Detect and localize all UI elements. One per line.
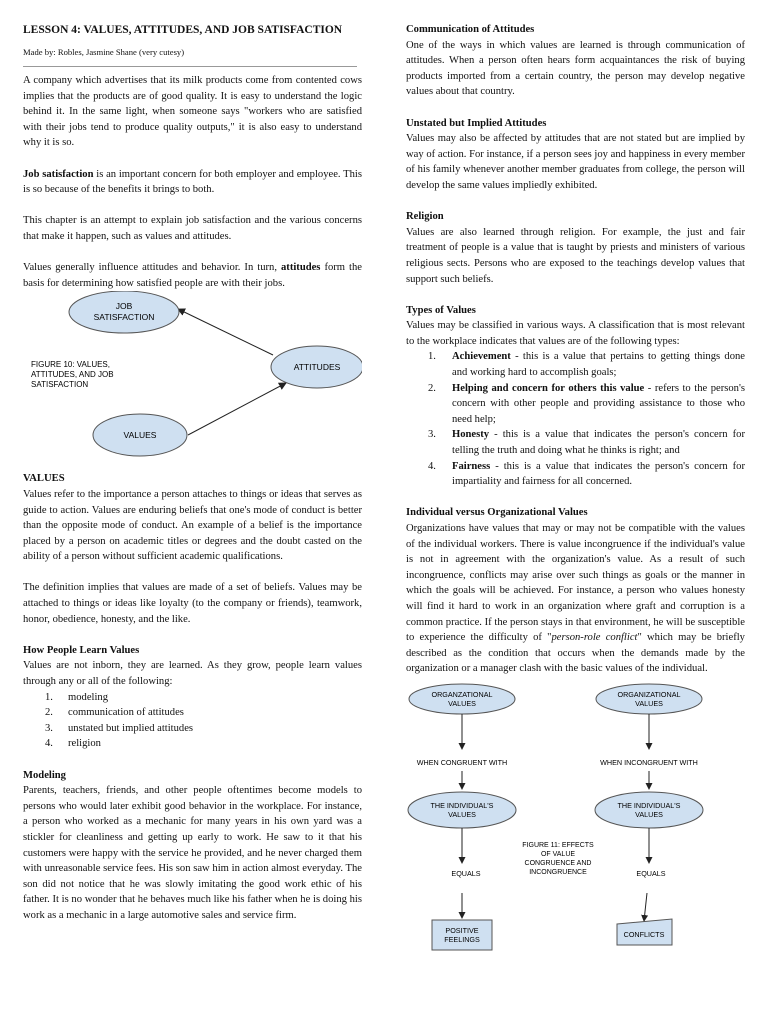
types-list: [406, 349, 745, 489]
conflicts-label: CONFLICTS: [623, 929, 665, 939]
job-satisfaction-node-label-2: SATISFACTION: [93, 312, 155, 323]
types-paragraph: Values may be classified in various ways. A classification that is most relevant to the workplace indicates that values are of the following types:: [406, 320, 745, 347]
positive-label-1: POSITIVE: [445, 925, 479, 935]
org-values-left-label-1: ORGANZATIONAL: [431, 689, 493, 699]
person-role-conflict-term: person-role conflict: [551, 632, 638, 644]
list-item: 3. unstated but implied attitudes: [45, 722, 194, 734]
positive-label-2: FEELINGS: [444, 934, 480, 944]
religion-heading: Religion: [406, 211, 444, 223]
communication-paragraph: One of the ways in which values are learned is through communication of attitudes. When a person often hears form acquaintances the risk of buying products imported from a certain country, the person may develop negative values about that country.: [406, 39, 745, 98]
religion-paragraph: Values are also learned through religion. For example, the just and fair treatment of people is a value that is taught by priests and ministers of various religious sects. Persons who are exposed to the teachings develop values that support such beliefs.: [406, 226, 745, 285]
list-item: 1. modeling: [45, 691, 109, 703]
values-node-label: VALUES: [123, 430, 157, 441]
definition-paragraph: The definition implies that values are made of a set of beliefs. Values may be attached to things or ideas like loyalty (to the company or friends), teamwork, honor, obedience, honesty, and the like.: [23, 582, 362, 625]
incongruent-label: WHEN INCONGRUENT WITH: [600, 757, 698, 767]
congruent-label: WHEN CONGRUENT WITH: [416, 757, 508, 767]
equals-right: EQUALS: [636, 868, 666, 878]
org-values-right-label-1: ORGANIZATIONAL: [617, 689, 681, 699]
job-satisfaction-node-label-1: JOB: [115, 301, 133, 312]
figure-10-caption-2: ATTITUDES, AND JOB: [31, 370, 114, 380]
figure-11-caption-2: OF VALUE: [540, 850, 576, 858]
learn-values-list: [23, 690, 362, 752]
modeling-heading: Modeling: [23, 769, 66, 781]
arrow-attitudes-to-job: [178, 309, 273, 355]
chapter-paragraph: This chapter is an attempt to explain job satisfaction and the various concerns that make it happen, such as values and attitudes.: [23, 215, 362, 242]
list-item: 1. Achievement - this is a value that pertains to getting things done and working hard to accomplish goals;: [428, 351, 745, 379]
communication-heading: Communication of Attitudes: [406, 24, 535, 35]
figure-10-caption-1: FIGURE 10: VALUES,: [31, 360, 110, 370]
list-item: 2. Helping and concern for others this value - refers to the person's concern with other people and providing assistance to those who need help;: [428, 382, 745, 425]
influence-text-start: Values generally influence attitudes and behavior. In turn,: [23, 262, 281, 274]
figure-11-diagram: [406, 683, 745, 953]
figure-11-caption-1: FIGURE 11: EFFECTS: [522, 841, 594, 849]
individual-vs-org-heading: Individual versus Organizational Values: [406, 507, 588, 519]
list-item: 4. Fairness - this is a value that indicates the person's concern for impartiality and fairness for all concerned.: [428, 460, 745, 488]
list-item: 3. Honesty - this is a value that indicates the person's concern for telling the truth and doing what he thinks is right; and: [428, 429, 745, 457]
arrow-values-to-attitudes: [188, 383, 286, 435]
values-paragraph: Values refer to the importance a person attaches to things or ideas that serves as guide to action. Values are enduring beliefs that one's mode of conduct is better than the opposite mode of conduct. An example of a belief is the importance placed by a person on academic titles or degrees and the doubt casted on the ability of a person without sufficient academic qualifications.: [23, 488, 362, 563]
list-item: 4. religion: [45, 738, 101, 750]
modeling-paragraph: Parents, teachers, friends, and other people oftentimes become models to persons who would later exhibit good behavior in the workplace. For instance, a person who worked as a mechanic for many years in his own yard was a stickler for cleanliness and getting up early to work. He saw to it that his customers were happy with the service he provided, and he never charged them with unreasonable service fees. His son saw him in action almost everyday. The son did not notice that he was slowly imitating the good work ethic of his father. It is no wonder that he behaves much like his father when he is doing his work as a mechanic in a large automotive sales and service firm.: [23, 785, 362, 921]
arrow-right-4: [644, 893, 647, 921]
individual-left-label-1: THE INDIVIDUAL'S: [430, 800, 494, 810]
individual-right-label-2: VALUES: [635, 809, 663, 819]
figure-10-caption-3: SATISFACTION: [31, 380, 89, 390]
job-satisfaction-text: is an important concern for both employer and employee. This is so because of the benefits it brings to both.: [23, 168, 362, 196]
learn-values-heading: How People Learn Values: [23, 644, 140, 656]
title-divider: [23, 66, 357, 67]
unstated-heading: Unstated but Implied Attitudes: [406, 117, 547, 129]
influence-paragraph: [23, 260, 362, 291]
types-heading: Types of Values: [406, 304, 476, 316]
attitudes-term: attitudes: [281, 262, 321, 274]
org-values-left-label-2: VALUES: [448, 698, 476, 708]
job-satisfaction-term: Job satisfaction: [23, 168, 94, 180]
figure-11-caption-3: CONGRUENCE AND: [524, 859, 592, 867]
equals-left: EQUALS: [451, 868, 481, 878]
org-values-right-label-2: VALUES: [635, 698, 663, 708]
job-satisfaction-paragraph: [23, 167, 362, 198]
author-line: Made by: Robles, Jasmine Shane (very cutesy): [23, 47, 185, 57]
list-item: 2. communication of attitudes: [45, 707, 184, 719]
unstated-paragraph: Values may also be affected by attitudes that are not stated but are implied by way of action. For instance, if a person sees joy and happiness in every member of his family whenever another member graduates from college, the person will develop the same values impliedly exhibited.: [406, 133, 745, 191]
individual-vs-org-paragraph: Organizations have values that may or may not be compatible with the values of the individual workers. There is value incongruence if the individual's value is not in agreement with the organization's value. As a result of such incongruence, conflicts may arise over such things as goals or the manner in which the goals will be achieved. For instance, a person who values honesty will find it hard to work in an organization where graft and corruption is a common practice. If the person stays in that environment, he will be susceptible to experience the difficulty of "person-role conflict" which may be briefly described as the condition that occurs when the demands made by the organization or a manager clash with the basic values of the individual.: [406, 523, 745, 675]
values-heading: VALUES: [23, 473, 65, 485]
influence-text-end: form the basis for determining how satisfied people are with their jobs.: [23, 262, 362, 289]
left-column: [23, 22, 362, 924]
figure-11-caption-4: INCONGRUENCE: [529, 868, 587, 876]
right-column: [406, 22, 745, 953]
page-title: LESSON 4: VALUES, ATTITUDES, AND JOB SATISFACTION: [23, 24, 343, 36]
learn-values-paragraph: Values are not inborn, they are learned. As they grow, people learn values through any or all of the following:: [23, 660, 362, 688]
individual-left-label-2: VALUES: [448, 809, 476, 819]
intro-paragraph: A company which advertises that its milk products come from contented cows implies that the products are of good quality. It is easy to understand the logic behind it. In the same light, when someone says "workers who are satisfied with their jobs tend to produce quality outputs," it is also easy to understand why it is so.: [23, 75, 362, 149]
individual-right-label-1: THE INDIVIDUAL'S: [617, 800, 681, 810]
attitudes-node-label: ATTITUDES: [293, 362, 341, 373]
figure-10-diagram: [23, 291, 362, 467]
